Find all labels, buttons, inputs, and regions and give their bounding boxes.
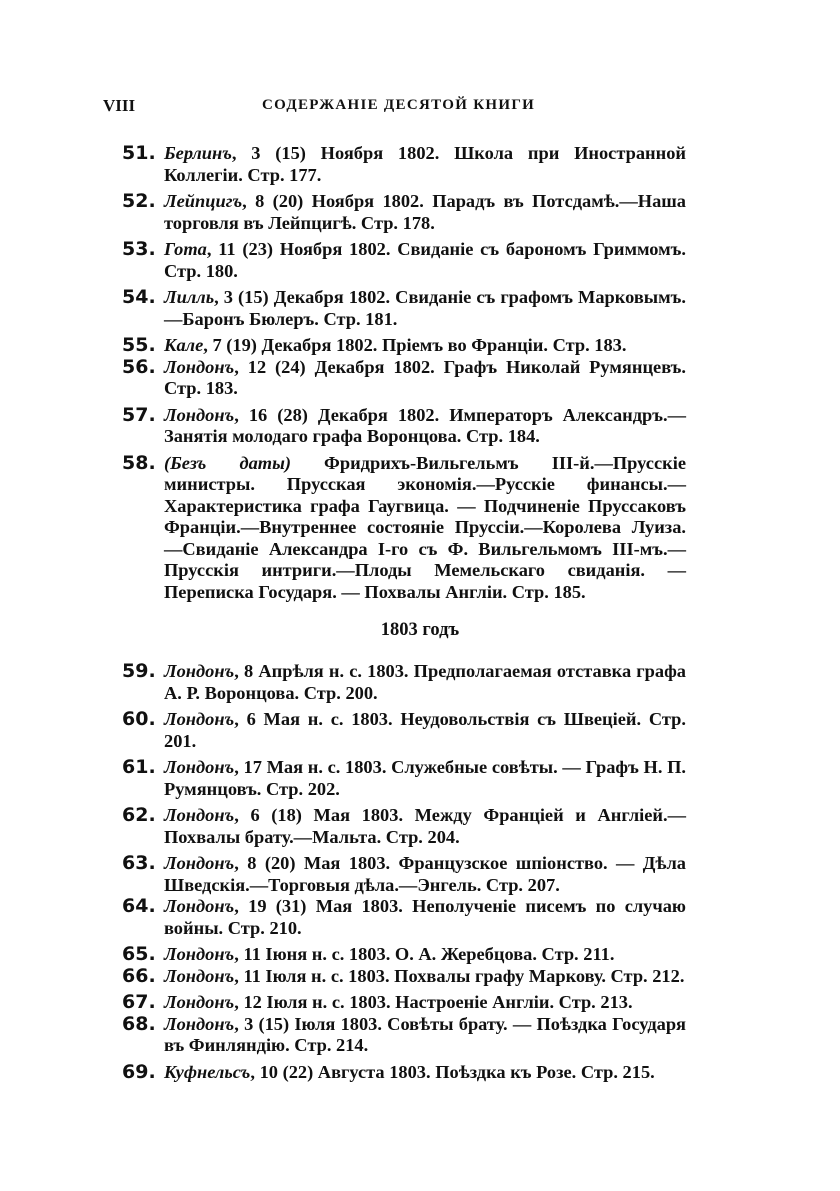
entry-number: 54.	[122, 286, 156, 308]
entry-text: , 3 (15) Іюля 1803. Совѣты брату. — Поѣздка Государя въ Финляндію. Стр. 214.	[164, 1013, 686, 1055]
page-header	[0, 96, 840, 120]
entry-text: , 12 Іюля н. с. 1803. Настроеніе Англіи. Стр. 213.	[234, 992, 633, 1012]
entry-number: 51.	[122, 142, 156, 164]
entry-text: , 11 Іюля н. с. 1803. Похвалы графу Маркову. Стр. 212.	[234, 965, 685, 986]
toc-entry	[122, 357, 686, 400]
page-number: VIII	[103, 96, 136, 115]
toc-entry	[122, 453, 686, 604]
entry-number: 55.	[122, 334, 156, 356]
entry-text: , 8 (20) Мая 1803. Французское шпіонство. — Дѣла Шведскія.—Торговыя дѣла.—Энгель. Стр. 207.	[164, 853, 686, 895]
entry-number: 61.	[122, 756, 156, 778]
entry-place: Лондонъ	[164, 896, 235, 916]
entry-number: 58.	[122, 451, 156, 474]
entry-place: Кале	[164, 335, 204, 355]
toc-entry	[122, 287, 686, 330]
entry-place: Куфнельсъ	[164, 1061, 251, 1082]
entry-place: Лондонъ	[164, 661, 235, 681]
entry-text: , 11 Іюня н. с. 1803. О. А. Жеребцова. Стр. 211.	[234, 944, 615, 964]
entry-text: , 11 (23) Ноября 1802. Свиданіе съ барономъ Гриммомъ. Стр. 180.	[164, 239, 686, 281]
entry-number: 67.	[122, 991, 156, 1013]
entry-text: , 19 (31) Мая 1803. Неполученіе писемъ по случаю войны. Стр. 210.	[164, 896, 686, 938]
entry-place: Лондонъ	[164, 944, 235, 964]
entry-place: Лондонъ	[164, 709, 235, 729]
entry-place: Лондонъ	[164, 965, 235, 986]
toc-entry	[122, 405, 686, 448]
entry-place: Лондонъ	[164, 853, 235, 873]
toc-entry	[122, 335, 686, 357]
entry-number: 52.	[122, 190, 156, 212]
entry-number: 64.	[122, 895, 156, 917]
entry-text: , 6 Мая н. с. 1803. Неудовольствія съ Швеціей. Стр. 201.	[164, 709, 686, 751]
entry-place: Лондонъ	[164, 404, 235, 425]
entry-number: 56.	[122, 355, 156, 378]
entry-number: 65.	[122, 943, 156, 965]
entry-text: , 12 (24) Декабря 1802. Графъ Николай Румянцевъ. Стр. 183.	[164, 356, 686, 398]
entry-text: , 8 (20) Ноября 1802. Парадъ въ Потсдамѣ.—Наша торговля въ Лейпцигѣ. Стр. 178.	[164, 191, 686, 233]
toc-entry	[122, 191, 686, 234]
running-title: СОДЕРЖАНІЕ ДЕСЯТОЙ КНИГИ	[262, 97, 536, 113]
entry-text: , 17 Мая н. с. 1803. Служебные совѣты. — Графъ Н. П. Румянцовъ. Стр. 202.	[164, 757, 686, 799]
toc-entry	[122, 661, 686, 704]
toc-entry	[122, 239, 686, 282]
toc-entry	[122, 896, 686, 939]
toc-entry	[122, 966, 686, 988]
entry-place: Гота	[164, 239, 207, 259]
entry-place: Берлинъ	[164, 143, 232, 163]
entry-text: , 6 (18) Мая 1803. Между Франціей и Англіей.—Похвалы брату.—Мальта. Стр. 204.	[164, 805, 686, 847]
toc-entry	[122, 1062, 686, 1084]
entry-number: 66.	[122, 964, 156, 987]
entry-place: Лейпцигъ	[164, 191, 243, 211]
entry-text: , 3 (15) Декабря 1802. Свиданіе съ графомъ Марковымъ.—Баронъ Бюлеръ. Стр. 181.	[164, 287, 686, 329]
entry-number: 60.	[122, 708, 156, 730]
entry-place: Лондонъ	[164, 992, 235, 1012]
toc-entry	[122, 853, 686, 896]
entry-place: Лондонъ	[164, 356, 235, 377]
toc-entry	[122, 992, 686, 1014]
entry-number: 68.	[122, 1012, 156, 1035]
entry-place: (Безъ даты)	[164, 452, 291, 473]
entry-text: , 3 (15) Ноября 1802. Школа при Иностранной Коллегіи. Стр. 177.	[164, 143, 686, 185]
toc-entry	[122, 1014, 686, 1057]
entry-text: , 8 Апрѣля н. с. 1803. Предполагаемая отставка графа А. Р. Воронцова. Стр. 200.	[164, 661, 686, 703]
toc-list-1802	[122, 143, 686, 603]
toc-entry	[122, 944, 686, 966]
entry-number: 53.	[122, 238, 156, 260]
toc-entry	[122, 757, 686, 800]
entry-text: , 10 (22) Августа 1803. Поѣздка къ Розе. Стр. 215.	[250, 1061, 655, 1082]
entry-number: 63.	[122, 852, 156, 874]
entry-place: Лондонъ	[164, 805, 235, 825]
entry-number: 59.	[122, 660, 156, 682]
entry-number: 62.	[122, 804, 156, 826]
entry-place: Лондонъ	[164, 1013, 235, 1034]
entry-place: Лондонъ	[164, 757, 235, 777]
entry-number: 69.	[122, 1060, 156, 1083]
entry-place: Лилль	[164, 287, 215, 307]
toc-entry	[122, 709, 686, 752]
section-heading-1803: 1803 годъ	[380, 620, 460, 640]
entry-text: Фридрихъ-Вильгельмъ III-й.—Прусскіе министры. Прусская экономія.—Русскіе финансы.—Характеристика графа Гаугвица. — Подчиненіе Пруссаковъ Франціи.—Внутреннее состояніе Пруссіи.—Королева Луиза.—Свиданіе Александра I-го съ Ф. Вильгельмомъ III-мъ.—Прусскія интриги.—Плоды Мемельскаго свиданія. — Переписка Государя. — Похвалы Англіи. Стр. 185.	[164, 452, 686, 602]
toc-list-1803	[122, 661, 686, 1083]
toc-entry	[122, 143, 686, 186]
entry-text: , 16 (28) Декабря 1802. Императоръ Александръ.—Занятія молодаго графа Воронцова. Стр. 184.	[164, 404, 686, 446]
toc-entry	[122, 805, 686, 848]
entry-number: 57.	[122, 403, 156, 426]
entry-text: , 7 (19) Декабря 1802. Пріемъ во Франціи. Стр. 183.	[203, 335, 627, 355]
